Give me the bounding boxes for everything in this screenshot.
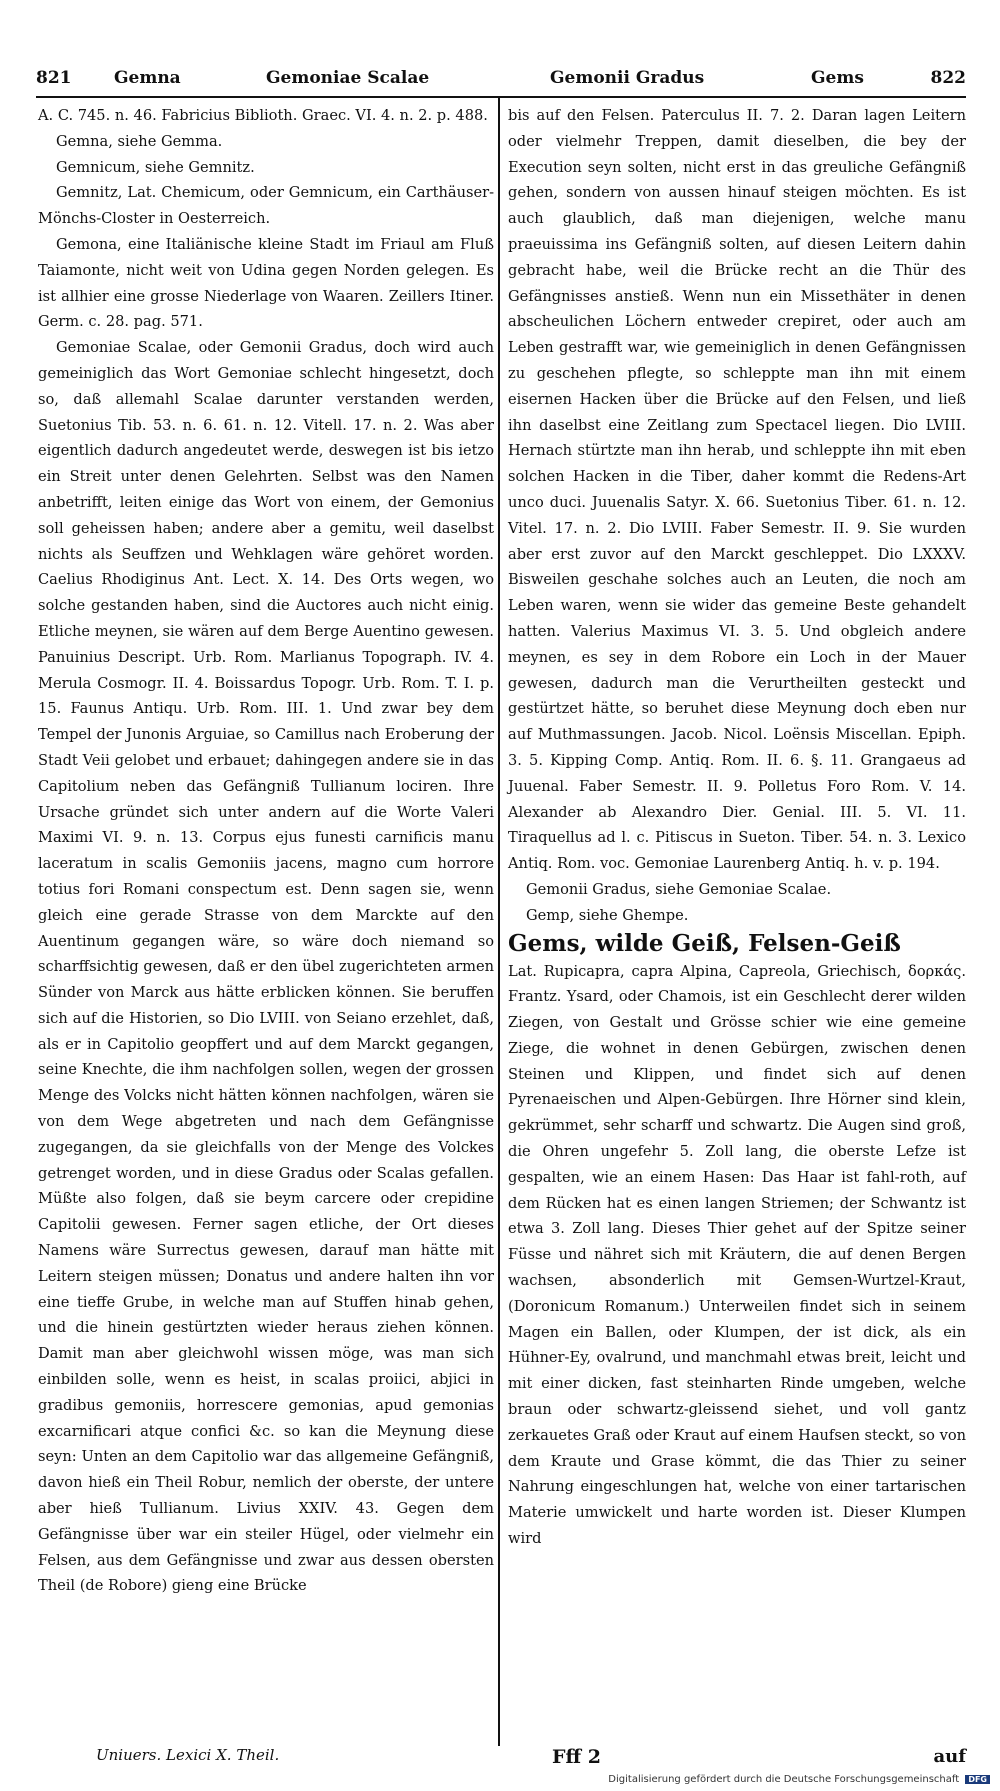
header-keyword-left: Gemna <box>114 68 181 88</box>
paragraph: Gemnicum, siehe Gemnitz. <box>56 158 255 176</box>
volume-label: Uniuers. Lexici X. Theil. <box>96 1746 280 1764</box>
paragraph: Gemonii Gradus, siehe Gemoniae Scalae. <box>526 880 832 898</box>
header-rule <box>36 96 966 98</box>
column-divider <box>498 96 500 1746</box>
paragraph: Gemona, eine Italiänische kleine Stadt im Friaul am Fluß Taiamonte, nicht weit von Udina gegen Norden gelegen. Es ist allhier eine grosse Niederlage von Waaren. Zeillers Itiner. Germ. c. 28. pag. 571. <box>38 235 494 331</box>
paragraph: Lat. Rupicapra, capra Alpina, Capreola, Griechisch, δορκάς. Frantz. Ysard, oder Chamois, ist ein Geschlecht derer wilden Ziegen, von Gestalt und Grösse schier wie eine gemeine Ziege, die wohnet in denen Gebürgen, zwischen denen Steinen und Klippen, und findet sich auf denen Pyrenaeischen und Alpen-Gebürgen. Ihre Hörner sind klein, gekrümmet, sehr scharff und schwartz. Die Augen sind groß, die Ohren ungefehr 5. Zoll lang, die oberste Lefze ist gespalten, wie an einem Hasen: Das Haar ist fahl-roth, auf dem Rücken hat es einen langen Striemen; der Schwantz ist etwa 3. Zoll lang. Dieses Thier gehet auf der Spitze seiner Füsse und nähret sich mit Kräutern, die auf denen Bergen wachsen, absonderlich mit Gemsen-Wurtzel-Kraut, (Doronicum Romanum.) Unterweilen findet sich in seinem Magen ein Ballen, oder Klumpen, der ist dick, als ein Hühner-Ey, ovalrund, und manchmahl etwas breit, leicht und mit einer dicken, fast steinharten Rinde umgeben, welche braun oder schwartz-gleissend siehet, und voll gantz zerkauetes Graß oder Kraut auf einem Haufsen steckt, so von dem Kraute und Grase kömmt, die das Thier zu seiner Nahrung eingeschlungen hat, welche von einer tartarischen Materie umwickelt und harte worden ist. Dieser Klumpen wird <box>508 962 966 1548</box>
paragraph: Gemoniae Scalae, oder Gemonii Gradus, doch wird auch gemeiniglich das Wort Gemoniae schlecht hingesetzt, doch so, daß allemahl Scalae darunter verstanden werden, Suetonius Tib. 53. n. 6. 61. n. 12. Vitell. 17. n. 2. Was aber eigentlich dadurch angedeutet werde, deswegen ist bis ietzo ein Streit unter denen Gelehrten. Selbst was den Namen anbetrifft, leiten einige das Wort von einem, der Gemonius soll geheissen haben; andere aber a gemitu, weil daselbst nichts als Seuffzen und Wehklagen wäre gehöret worden. Caelius Rhodiginus Ant. Lect. X. 14. Des Orts wegen, wo solche gestanden haben, sind die Auctores auch nicht einig. Etliche meynen, sie wären auf dem Berge Auentino gewesen. Panuinius Descript. Urb. Rom. Marlianus Topograph. IV. 4. Merula Cosmogr. II. 4. Boissardus Topogr. Urb. Rom. T. I. p. 15. Faunus Antiqu. Urb. Rom. III. 1. Und zwar bey dem Tempel der Junonis Arguiae, so Camillus nach Eroberung der Stadt Veii gelobet und erbauet; dahingegen andere sie in das Capitolium neben das Gefängniß Tullianum lociren. Ihre Ursache gründet sich unter andern auf die Worte Valeri Maximi VI. 9. n. 13. Corpus ejus funesti carnificis manu laceratum in scalis Gemoniis jacens, magno cum horrore totius fori Romani conspectum est. Denn sagen sie, wenn gleich eine gerade Strasse von dem Marckte auf den Auentinum gegangen wäre, so wäre doch niemand so scharffsichtig gewesen, daß er den übel zugerichteten armen Sünder von Marck aus hätte erblicken können. Sie beruffen sich auf die Historien, so Dio LVIII. von Seiano erzehlet, daß, als er in Capitolio geopffert und auf dem Marckt gegangen, seine Knechte, die ihm nachfolgen sollen, wegen der grossen Menge des Volcks nicht hätten können nachfolgen, wären sie von dem Wege abgetreten und nach dem Gefängnisse zugegangen, da sie gleichfalls von der Menge des Volckes getrenget worden, und in diese Gradus oder Scalas gefallen. Müßte also folgen, daß sie beym carcere oder crepidine Capitolii gewesen. Ferner sagen etliche, der Ort dieses Namens wäre Surrectus gewesen, darauf man hätte mit Leitern steigen müssen; Donatus und andere halten ihn vor eine tieffe Grube, in welche man auf Stuffen hinab gehen, und die hinein gestürtzten wieder heraus ziehen können. Damit man aber gleichwohl wissen möge, was man sich einbilden solle, wenn es heist, in scalas proiici, abjici in gradibus gemoniis, horrescere gemonias, apud gemonias excarnificari atque confici &c. so kan die Meynung diese seyn: Unten an dem Capitolio war das allgemeine Gefängniß, davon hieß ein Theil Robur, nemlich der oberste, der untere aber hieß Tullianum. Livius XXIV. 43. Gegen dem Gefängnisse über war ein steiler Hügel, oder vielmehr ein Felsen, aus dem Gefängnisse und zwar aus dessen obersten Theil (de Robore) gieng eine Brücke <box>38 339 494 1595</box>
header-title-left: Gemoniae Scalae <box>266 68 430 88</box>
catchword: auf <box>933 1746 966 1767</box>
signature-mark: Fff 2 <box>552 1746 601 1768</box>
page-header <box>36 68 966 94</box>
paragraph: Gemna, siehe Gemma. <box>56 132 223 150</box>
left-column <box>38 103 494 1599</box>
digitization-credit <box>608 1774 990 1785</box>
paragraph: A. C. 745. n. 46. Fabricius Biblioth. Graec. VI. 4. n. 2. p. 488. <box>38 107 488 124</box>
header-title-right: Gemonii Gradus <box>550 68 705 88</box>
page-footer <box>36 1746 966 1774</box>
entry-heading: Gems, wilde Geiß, Felsen-Geiß <box>508 929 901 957</box>
paragraph: bis auf den Felsen. Paterculus II. 7. 2. Daran lagen Leitern oder vielmehr Treppen, damit dieselben, die bey der Execution seyn solten, nicht erst in das greuliche Gefängniß gehen, sondern von aussen hinauf steigen möchten. Es ist auch glaublich, daß man diejenigen, welche manu praeuissima ins Gefängniß solten, auf diesen Leitern dahin gebracht habe, weil die Brücke recht an die Thür des Gefängnisses anstieß. Wenn nun ein Missethäter in denen abscheulichen Löchern entweder crepiret, oder auch am Leben gestrafft war, wie gemeiniglich in denen Gefängnissen zu geschehen pflegte, so schleppte man ihn mit einem eisernen Hacken über die Brücke auf den Felsen, und ließ ihn daselbst eine Zeitlang zum Spectacel liegen. Dio LVIII. Hernach stürtzte man ihn herab, und schleppte ihn mit eben solchen Hacken in die Tiber, daher kommt die Redens-Art unco duci. Juuenalis Satyr. X. 66. Suetonius Tiber. 61. n. 12. Vitel. 17. n. 2. Dio LVIII. Faber Semestr. II. 9. Sie wurden aber erst zuvor auf den Marckt geschleppet. Dio LXXXV. Bisweilen geschahe solches auch an Leuten, die noch am Leben waren, wenn sie wider das gemeine Beste gehandelt hatten. Valerius Maximus VI. 3. 5. Und obgleich andere meynen, es sey in dem Robore ein Loch in der Mauer gewesen, dadurch man die Verurtheilten gesteckt und gestürtzet hätte, so beruhet diese Meynung doch eben nur auf Muthmassungen. Jacob. Nicol. Loënsis Miscellan. Epiph. 3. 5. Kipping Comp. Antiq. Rom. II. 6. §. 11. Grangaeus ad Juuenal. Faber Semestr. II. 9. Polletus Foro Rom. V. 14. Alexander ab Alexandro Dier. Genial. III. 5. VI. 11. Tiraquellus ad l. c. Pitiscus in Sueton. Tiber. 54. n. 3. Lexico Antiq. Rom. voc. Gemoniae Laurenberg Antiq. h. v. p. 194. <box>508 107 966 873</box>
page-number-left: 821 <box>36 68 72 88</box>
paragraph: Gemnitz, Lat. Chemicum, oder Gemnicum, ein Carthäuser-Mönchs-Closter in Oesterreich. <box>38 184 494 228</box>
paragraph: Gemp, siehe Ghempe. <box>526 906 689 924</box>
dfg-logo-icon: DFG <box>965 1775 990 1784</box>
right-column <box>508 103 966 1552</box>
credit-text: Digitalisierung gefördert durch die Deutsche Forschungsgemeinschaft <box>608 1774 960 1785</box>
header-keyword-right: Gems <box>811 68 864 88</box>
page-number-right: 822 <box>930 68 966 88</box>
